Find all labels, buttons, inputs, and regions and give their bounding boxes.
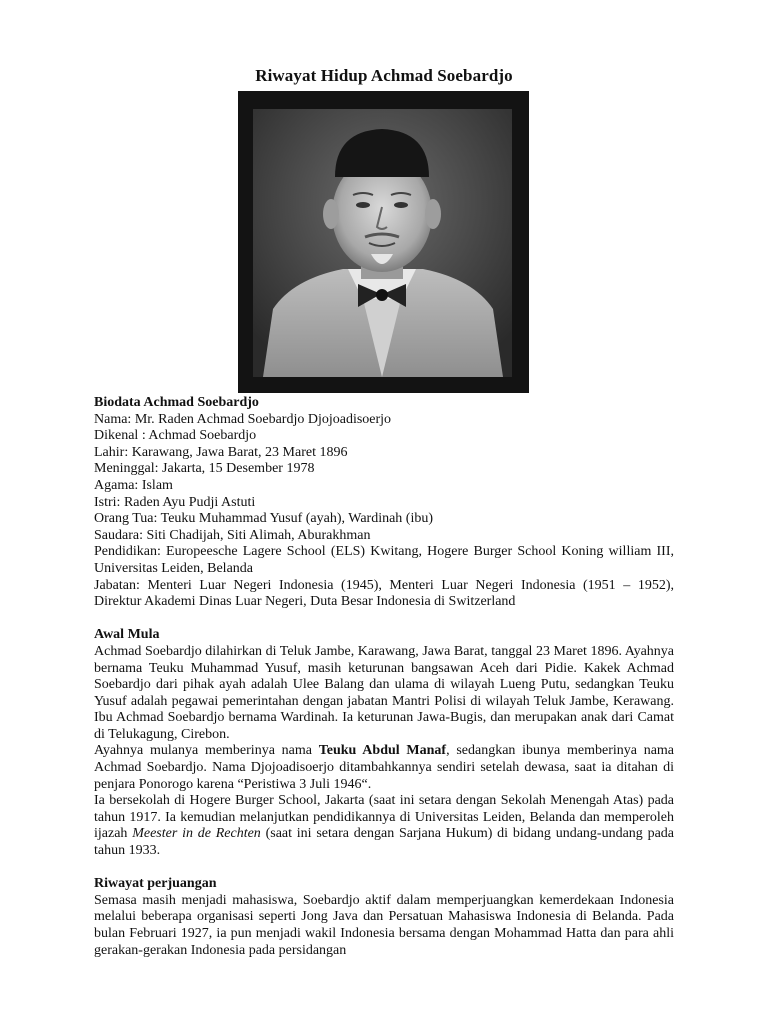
awal-mula-paragraph-2 [94, 743, 674, 793]
biodata-line: Orang Tua: Teuku Muhammad Yusuf (ayah), Wardinah (ibu) [94, 511, 434, 527]
photo-frame [238, 91, 529, 393]
riwayat-paragraph-1: Semasa masih menjadi mahasiswa, Soebardjo aktif dalam memperjuangkan kemerdekaan Indonesia melalui beberapa organisasi seperti Jong Java dan Persatuan Mahasiswa Indonesia di Belanda. Pada bulan Februari 1927, ia pun menjadi wakil Indonesia bersama dengan Mohammad Hatta dan para ahli gerakan-gerakan Indonesia pada persidangan [94, 892, 674, 958]
paragraph-text: Ia bersekolah di Hogere Burger School, Jakarta (saat ini setara dengan Sekolah Menengah Atas) pada tahun 1917. Ia kemudian melanjutkan pendidikannya di Universitas Leiden, Belanda dan memperoleh ijazah [94, 793, 674, 842]
biodata-line: Agama: Islam [94, 477, 173, 493]
awal-mula-heading: Awal Mula [94, 627, 160, 643]
italic-degree: Meester in de Rechten [132, 826, 261, 842]
riwayat-heading: Riwayat perjuangan [94, 876, 217, 892]
biodata-heading: Biodata Achmad Soebardjo [94, 395, 259, 410]
biodata-line: Lahir: Karawang, Jawa Barat, 23 Maret 1896 [94, 444, 348, 460]
paragraph-text: , sedangkan ibunya memberinya nama Achmad Soebardjo. Nama Djojoadisoerjo ditambahkannya sendiri setelah dewasa, saat ia ditahan di penjara Ponorogo karena “Peristiwa 3 Juli 1946“. [94, 743, 675, 792]
biodata-line: Jabatan: Menteri Luar Negeri Indonesia (1945), Menteri Luar Negeri Indonesia (1951 – 1952), Direktur Akademi Dinas Luar Negeri, Duta Besar Indonesia di Switzerland [94, 577, 674, 610]
biodata-line: Pendidikan: Europeesche Lagere School (ELS) Kwitang, Hogere Burger School Koning william III, Universitas Leiden, Belanda [94, 544, 674, 576]
paragraph-text: (saat ini setara dengan Sarjana Hukum) di bidang undang-undang pada tahun 1933. [94, 826, 674, 859]
portrait-photo-icon [253, 109, 512, 377]
document-body [94, 395, 674, 959]
biodata-line: Nama: Mr. Raden Achmad Soebardjo Djojoadisoerjo [94, 411, 392, 427]
biodata-line: Istri: Raden Ayu Pudji Astuti [94, 494, 256, 510]
awal-mula-paragraph-1: Achmad Soebardjo dilahirkan di Teluk Jambe, Karawang, Jawa Barat, tanggal 23 Maret 1896. Ayahnya bernama Teuku Muhammad Yusuf, masih keturunan bangsawan Aceh dari Pidie. Kakek Achmad Soebardjo dari pihak ayah adalah Ulee Balang dan ulama di wilayah Lueng Putu, sedangkan Teuku Yusuf adalah pegawai pemerintahan dengan jabatan Mantri Polisi di wilayah Teluk Jambe, Kerawang. Ibu Achmad Soebardjo bernama Wardinah. Ia keturunan Jawa-Bugis, dan merupakan anak dari Camat di Telukagung, Cirebon. [94, 643, 674, 742]
biodata-line: Dikenal : Achmad Soebardjo [94, 428, 257, 444]
biodata-line: Saudara: Siti Chadijah, Siti Alimah, Aburakhman [94, 527, 371, 543]
document-title: Riwayat Hidup Achmad Soebardjo [255, 66, 513, 85]
awal-mula-paragraph-3 [94, 793, 674, 859]
bold-name: Teuku Abdul Manaf [318, 743, 447, 759]
biodata-line: Meninggal: Jakarta, 15 Desember 1978 [94, 461, 315, 477]
paragraph-text: Ayahnya mulanya memberinya nama [94, 743, 319, 759]
